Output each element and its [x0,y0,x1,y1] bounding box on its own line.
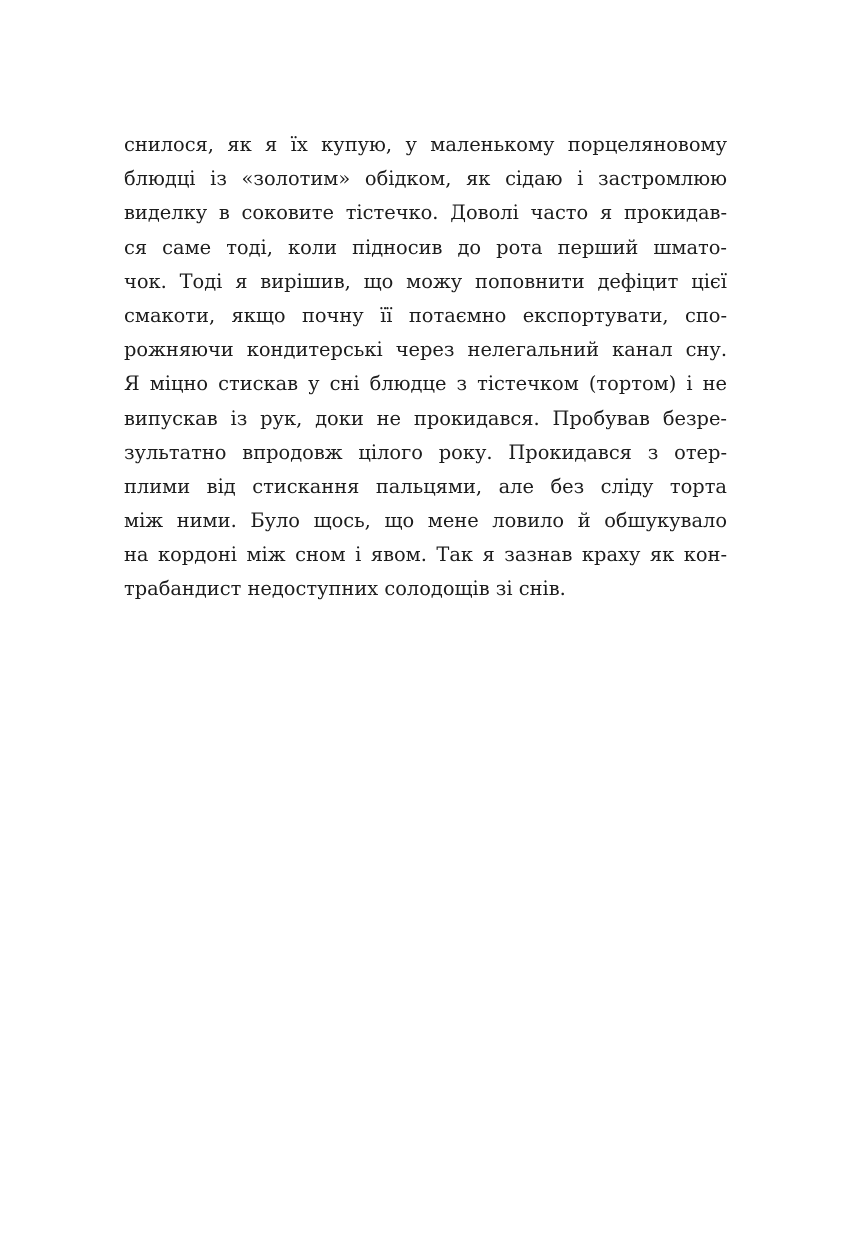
paragraph-line: Я міцно стискав у сні блюдце з тістечком (тортом) і не [124,372,727,396]
paragraph-line: на кордоні між сном і явом. Так я зазнав краху як кон- [124,543,727,567]
paragraph [124,128,727,607]
paragraph-line: снилося, як я їх купую, у маленькому порцеляновому [124,133,727,156]
paragraph-line: виделку в соковите тістечко. Доволі часто я прокидав- [124,201,727,225]
paragraph-last-line: трабандист недоступних солодощів зі снів. [124,577,566,601]
paragraph-line: зультатно впродовж цілого року. Прокидався з отер- [124,440,727,464]
paragraph-line: смакоти, якщо почну її потаємно експортувати, спо- [124,303,727,327]
paragraph-line: плими від стискання пальцями, але без сліду торта [124,474,727,498]
paragraph-line: чок. Тоді я вирішив, що можу поповнити дефіцит цієї [124,269,727,293]
paragraph-line: між ними. Було щось, що мене ловило й обшукувало [124,509,727,533]
paragraph-line: випускав із рук, доки не прокидався. Пробував безре- [124,406,727,430]
paragraph-line: рожняючи кондитерські через нелегальний канал сну. [124,338,727,362]
paragraph-line: ся саме тоді, коли підносив до рота перший шмато- [124,235,727,259]
paragraph-line: блюдці із «золотим» обідком, як сідаю і застромлюю [124,167,727,191]
